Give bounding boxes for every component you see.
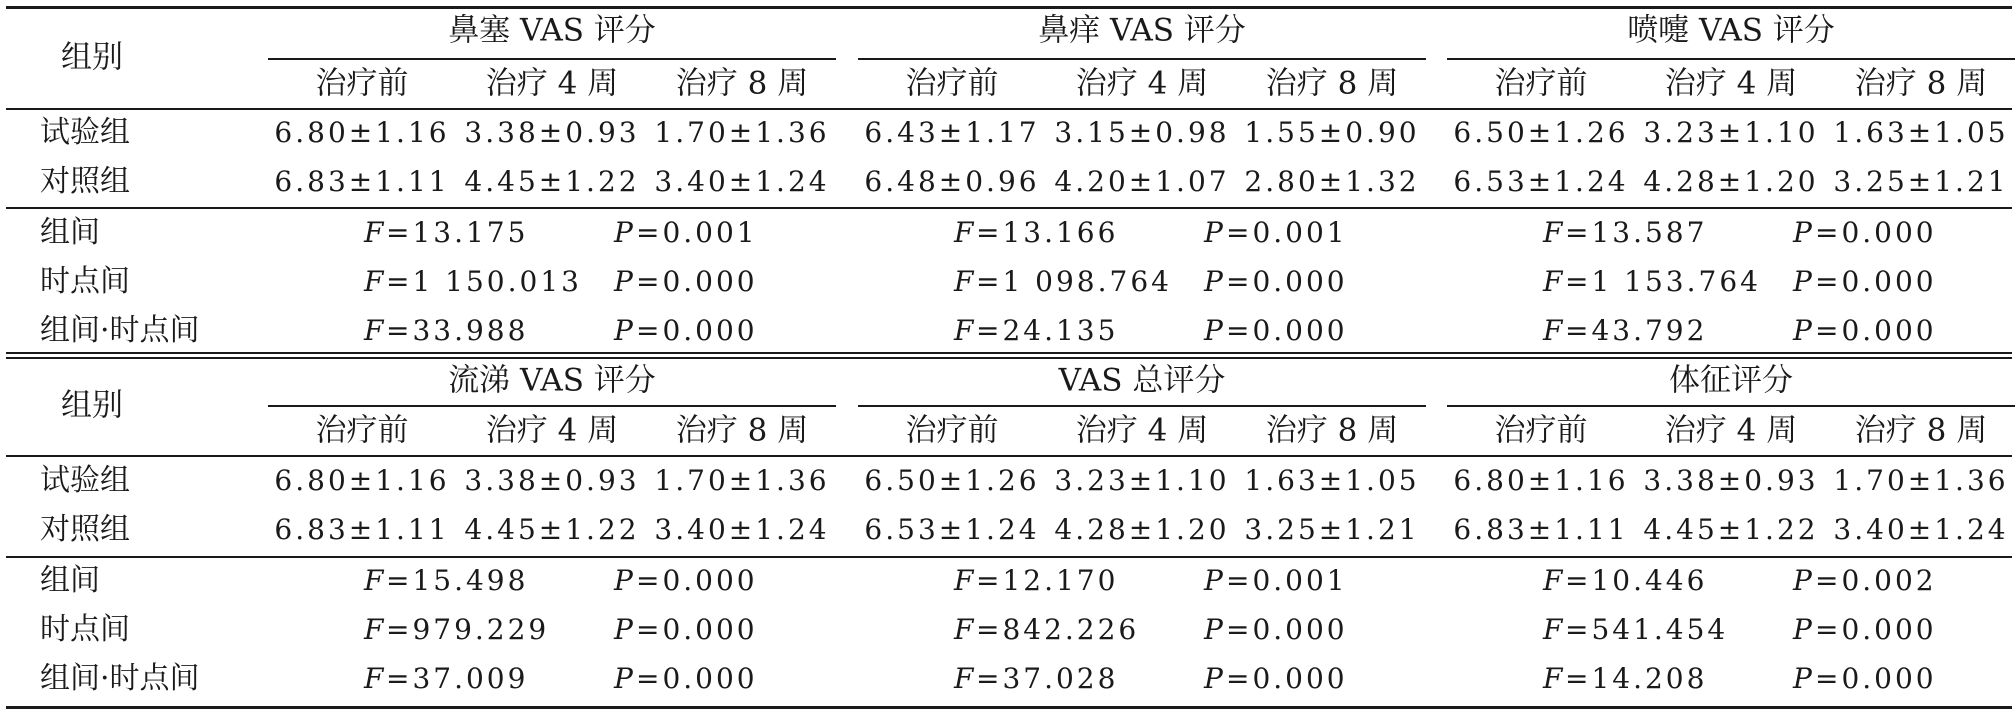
row-label-between: 组间: [40, 215, 100, 250]
f-statistic: =1 153.764: [1565, 265, 1761, 298]
test-value-cell: 1.63±1.05: [1833, 116, 2009, 149]
control-value-cell: 6.48±0.96: [864, 165, 1040, 198]
control-value-cell: 4.28±1.20: [1054, 513, 1230, 546]
f-statistic: =33.988: [386, 314, 529, 347]
p-label: P: [1204, 265, 1223, 298]
header-rule-1: [6, 108, 2012, 110]
control-value-cell: 6.83±1.11: [274, 513, 450, 546]
f-label: F: [1543, 314, 1563, 347]
row-label-control: 对照组: [40, 512, 130, 547]
p-value: =0.001: [1226, 564, 1348, 597]
test-value-cell: 1.70±1.36: [654, 116, 830, 149]
time-header: 治疗 8 周: [1265, 412, 1399, 449]
p-value: =0.000: [1815, 613, 1937, 646]
test-value-cell: 6.43±1.17: [864, 116, 1040, 149]
time-header: 治疗 4 周: [1664, 65, 1798, 102]
p-label: P: [1204, 216, 1223, 249]
measure-underline: [1447, 405, 2015, 407]
time-header: 治疗前: [315, 412, 409, 449]
f-statistic: =13.175: [386, 216, 529, 249]
group-header: 组别: [61, 39, 123, 75]
test-value-cell: 3.38±0.93: [1643, 464, 1819, 497]
p-label: P: [1204, 613, 1223, 646]
data-rule-1: [6, 207, 2012, 209]
f-statistic: =37.028: [976, 662, 1119, 695]
f-label: F: [1543, 662, 1563, 695]
measure-title: 喷嚏 VAS 评分: [1627, 12, 1835, 49]
p-label: P: [1793, 314, 1812, 347]
test-value-cell: 1.63±1.05: [1244, 464, 1420, 497]
f-label: F: [364, 564, 384, 597]
control-value-cell: 3.40±1.24: [654, 513, 830, 546]
f-label: F: [1543, 265, 1563, 298]
measure-title: 鼻塞 VAS 评分: [448, 12, 656, 49]
data-rule-2: [6, 556, 2012, 558]
row-label-between: 组间: [40, 563, 100, 598]
test-value-cell: 3.38±0.93: [464, 116, 640, 149]
p-value: =0.001: [636, 216, 758, 249]
test-value-cell: 6.80±1.16: [274, 116, 450, 149]
measure-underline: [268, 405, 836, 407]
row-label-interaction: 组间·时点间: [40, 661, 200, 696]
time-header: 治疗 8 周: [675, 412, 809, 449]
p-label: P: [1204, 314, 1223, 347]
p-label: P: [1793, 613, 1812, 646]
test-value-cell: 3.23±1.10: [1643, 116, 1819, 149]
p-value: =0.000: [636, 314, 758, 347]
control-value-cell: 4.45±1.22: [464, 165, 640, 198]
p-label: P: [614, 314, 633, 347]
top-rule: [6, 6, 2012, 9]
control-value-cell: 4.45±1.22: [464, 513, 640, 546]
p-label: P: [1793, 564, 1812, 597]
test-value-cell: 1.70±1.36: [1833, 464, 2009, 497]
p-value: =0.002: [1815, 564, 1937, 597]
test-value-cell: 6.80±1.16: [274, 464, 450, 497]
p-label: P: [614, 216, 633, 249]
f-label: F: [954, 564, 974, 597]
f-label: F: [954, 265, 974, 298]
time-header: 治疗 8 周: [675, 65, 809, 102]
time-header: 治疗 4 周: [1664, 412, 1798, 449]
f-statistic: =13.587: [1565, 216, 1708, 249]
f-statistic: =15.498: [386, 564, 529, 597]
control-value-cell: 6.83±1.11: [274, 165, 450, 198]
measure-title: 体征评分: [1669, 362, 1793, 399]
p-value: =0.000: [1815, 662, 1937, 695]
header-rule-2: [6, 455, 2012, 457]
test-value-cell: 3.15±0.98: [1054, 116, 1230, 149]
p-label: P: [614, 265, 633, 298]
row-label-time: 时点间: [40, 612, 130, 647]
f-label: F: [1543, 564, 1563, 597]
row-label-control: 对照组: [40, 164, 130, 199]
test-value-cell: 1.70±1.36: [654, 464, 830, 497]
time-header: 治疗 4 周: [485, 412, 619, 449]
f-statistic: =1 150.013: [386, 265, 582, 298]
time-header: 治疗前: [905, 65, 999, 102]
p-label: P: [614, 613, 633, 646]
p-value: =0.000: [1815, 265, 1937, 298]
measure-title: VAS 总评分: [1058, 362, 1226, 399]
test-value-cell: 6.50±1.26: [1453, 116, 1629, 149]
f-statistic: =1 098.764: [976, 265, 1172, 298]
time-header: 治疗前: [1494, 65, 1588, 102]
f-label: F: [364, 314, 384, 347]
measure-underline: [858, 405, 1426, 407]
time-header: 治疗前: [905, 412, 999, 449]
f-label: F: [364, 265, 384, 298]
f-statistic: =842.226: [976, 613, 1140, 646]
f-label: F: [364, 216, 384, 249]
time-header: 治疗前: [1494, 412, 1588, 449]
f-label: F: [364, 613, 384, 646]
row-label-interaction: 组间·时点间: [40, 313, 200, 348]
group-header: 组别: [61, 387, 123, 424]
test-value-cell: 1.55±0.90: [1244, 116, 1420, 149]
p-label: P: [1204, 564, 1223, 597]
p-value: =0.000: [1226, 662, 1348, 695]
p-label: P: [1793, 216, 1812, 249]
row-label-time: 时点间: [40, 264, 130, 299]
p-value: =0.000: [636, 265, 758, 298]
f-statistic: =14.208: [1565, 662, 1708, 695]
measure-underline: [268, 58, 836, 60]
p-value: =0.000: [636, 662, 758, 695]
control-value-cell: 4.20±1.07: [1054, 165, 1230, 198]
measure-underline: [858, 58, 1426, 60]
control-value-cell: 4.45±1.22: [1643, 513, 1819, 546]
time-header: 治疗 8 周: [1854, 65, 1988, 102]
f-statistic: =37.009: [386, 662, 529, 695]
control-value-cell: 6.53±1.24: [1453, 165, 1629, 198]
p-value: =0.000: [1815, 314, 1937, 347]
p-value: =0.001: [1226, 216, 1348, 249]
p-value: =0.000: [636, 564, 758, 597]
time-header: 治疗 8 周: [1854, 412, 1988, 449]
control-value-cell: 3.40±1.24: [654, 165, 830, 198]
row-label-test: 试验组: [40, 463, 130, 498]
f-statistic: =10.446: [1565, 564, 1708, 597]
test-value-cell: 6.80±1.16: [1453, 464, 1629, 497]
measure-title: 流涕 VAS 评分: [448, 362, 656, 399]
control-value-cell: 6.53±1.24: [864, 513, 1040, 546]
time-header: 治疗 4 周: [485, 65, 619, 102]
p-label: P: [614, 564, 633, 597]
control-value-cell: 3.40±1.24: [1833, 513, 2009, 546]
f-label: F: [364, 662, 384, 695]
p-label: P: [1793, 265, 1812, 298]
time-header: 治疗 4 周: [1075, 412, 1209, 449]
control-value-cell: 3.25±1.21: [1244, 513, 1420, 546]
row-label-test: 试验组: [40, 115, 130, 150]
f-statistic: =43.792: [1565, 314, 1708, 347]
p-value: =0.000: [1815, 216, 1937, 249]
f-label: F: [1543, 216, 1563, 249]
bottom-rule: [6, 706, 2012, 709]
f-statistic: =12.170: [976, 564, 1119, 597]
f-label: F: [954, 314, 974, 347]
p-value: =0.000: [1226, 613, 1348, 646]
control-value-cell: 2.80±1.32: [1244, 165, 1420, 198]
f-statistic: =541.454: [1565, 613, 1729, 646]
time-header: 治疗 8 周: [1265, 65, 1399, 102]
p-value: =0.000: [1226, 265, 1348, 298]
measure-underline: [1447, 58, 2015, 60]
f-statistic: =24.135: [976, 314, 1119, 347]
f-statistic: =979.229: [386, 613, 550, 646]
p-label: P: [614, 662, 633, 695]
time-header: 治疗 4 周: [1075, 65, 1209, 102]
test-value-cell: 3.23±1.10: [1054, 464, 1230, 497]
double-rule-upper: [6, 352, 2012, 354]
control-value-cell: 3.25±1.21: [1833, 165, 2009, 198]
test-value-cell: 3.38±0.93: [464, 464, 640, 497]
test-value-cell: 6.50±1.26: [864, 464, 1040, 497]
p-label: P: [1204, 662, 1223, 695]
control-value-cell: 6.83±1.11: [1453, 513, 1629, 546]
control-value-cell: 4.28±1.20: [1643, 165, 1819, 198]
double-rule-lower: [6, 357, 2012, 359]
f-label: F: [954, 216, 974, 249]
f-label: F: [954, 613, 974, 646]
measure-title: 鼻痒 VAS 评分: [1038, 12, 1246, 49]
p-label: P: [1793, 662, 1812, 695]
p-value: =0.000: [1226, 314, 1348, 347]
p-value: =0.000: [636, 613, 758, 646]
f-label: F: [1543, 613, 1563, 646]
f-label: F: [954, 662, 974, 695]
f-statistic: =13.166: [976, 216, 1119, 249]
time-header: 治疗前: [315, 65, 409, 102]
